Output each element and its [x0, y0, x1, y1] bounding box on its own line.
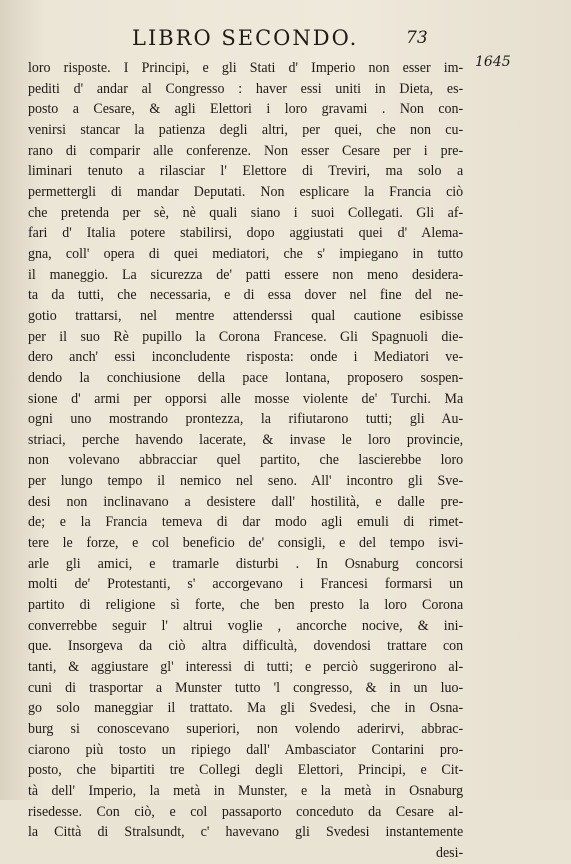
text-line: non volevano abbracciar quel partito, che lascierebbe loro [28, 451, 464, 469]
text-line: sione d' armi per opporsi alle mosse violente de' Turchi. Ma [28, 389, 464, 407]
text-line: per lungo tempo il nemico nel seno. All' incontro gli Sve- [28, 472, 464, 490]
text-line: posto a Cesare, & agli Elettori i loro gravami . Non con- [28, 100, 464, 118]
text-line: risedesse. Con ciò, e col passaporto conceduto da Cesare al- [28, 802, 464, 820]
text-line: gna, coll' opera di quei mediatori, che s' impiegano in tutto [28, 244, 464, 262]
text-line: desi non inclinavano a desistere dall' hostilità, e dalle pre- [28, 492, 464, 510]
text-line: la Città di Stralsundt, c' havevano gli Svedesi instantemente [28, 823, 464, 841]
text-line: desi- [435, 843, 464, 861]
text-line: posto, che bipartiti tre Collegi degli Elettori, Principi, e Cit- [28, 761, 464, 779]
text-line: converrebbe seguir l' altrui voglie , ancorche nocive, & ini- [28, 616, 464, 634]
text-line: striaci, perche havendo lacerate, & invase le loro provincie, [28, 430, 464, 448]
text-line: venirsi stancar la patienza degli altri, per quei, che non cu- [28, 120, 464, 138]
page-number: 73 [406, 28, 428, 48]
text-line: molti de' Protestanti, s' accorgevano i Francesi formarsi un [28, 575, 464, 593]
text-line: go solo maneggiar il trattato. Ma gli Svedesi, che in Osna- [28, 699, 464, 717]
body-text [28, 58, 464, 864]
text-line: rano di comparir alle conferenze. Non esser Cesare per i pre- [28, 141, 464, 159]
text-line: fari d' Italia potere stabilirsi, dopo aggiustati quei d' Alema- [28, 224, 464, 242]
text-line: ogni uno mostrando prontezza, la rifiutarono tutti; gli Au- [28, 410, 464, 428]
text-line: dero anch' essi inconcludente risposta: onde i Mediatori ve- [28, 348, 464, 366]
text-line: burg si conoscevano superiori, non volendo aderirvi, abbrac- [28, 720, 464, 737]
text-line: tanti, & aggiustare gl' interessi di tutti; e perciò suggerirono al- [28, 658, 464, 676]
margin-year: 1645 [475, 54, 511, 70]
text-line: permettergli di mandar Deputati. Non esplicare la Francia ciò [28, 182, 464, 200]
text-line: il maneggio. La sicurezza de' patti essere non meno desidera- [28, 265, 464, 283]
text-line: de; e la Francia temeva di dar modo agli emuli di rimet- [28, 513, 464, 531]
text-line: tere le forze, e col beneficio de' consigli, e del tempo isvi- [28, 534, 464, 552]
text-line: que. Insorgeva da ciò altra difficultà, dovendosi trattare con [28, 637, 464, 655]
text-line: arle gli amici, e tramarle disturbi . In Osnaburg concorsi [28, 554, 464, 572]
text-line: dendo la conchiusione della pace lontana, proposero sospen- [28, 368, 464, 386]
text-line: liminari tenuto a rilasciar l' Elettore di Treviri, ma solo a [28, 162, 464, 180]
text-line: loro risposte. I Principi, e gli Stati d' Imperio non esser im- [28, 59, 464, 76]
text-line: gotio trattarsi, nel mentre attenderssi qual cautione esibisse [28, 306, 464, 324]
text-line: ciarono più tosto un ripiego dall' Ambasciator Contarini pro- [28, 740, 464, 758]
text-line: pediti d' andar al Congresso : haver essi uniti in Dieta, es- [28, 79, 464, 97]
text-line: per il suo Rè pupillo la Corona Francese. Gli Spagnuoli die- [28, 327, 464, 345]
text-line: cuni di trasportar a Munster tutto 'l congresso, & in un luo- [28, 678, 464, 696]
text-line: ta da tutti, che necessaria, e di essa dover nel fine del ne- [28, 286, 464, 304]
text-line: partito di religione sì forte, che ben presto la loro Corona [28, 596, 464, 614]
text-line: che pretenda per sè, nè quali siano i suoi Collegati. Gli af- [28, 203, 464, 221]
text-line: tà dell' Imperio, la metà in Munster, e la metà in Osnaburg [28, 781, 464, 799]
running-title: LIBRO SECONDO. [132, 26, 359, 50]
